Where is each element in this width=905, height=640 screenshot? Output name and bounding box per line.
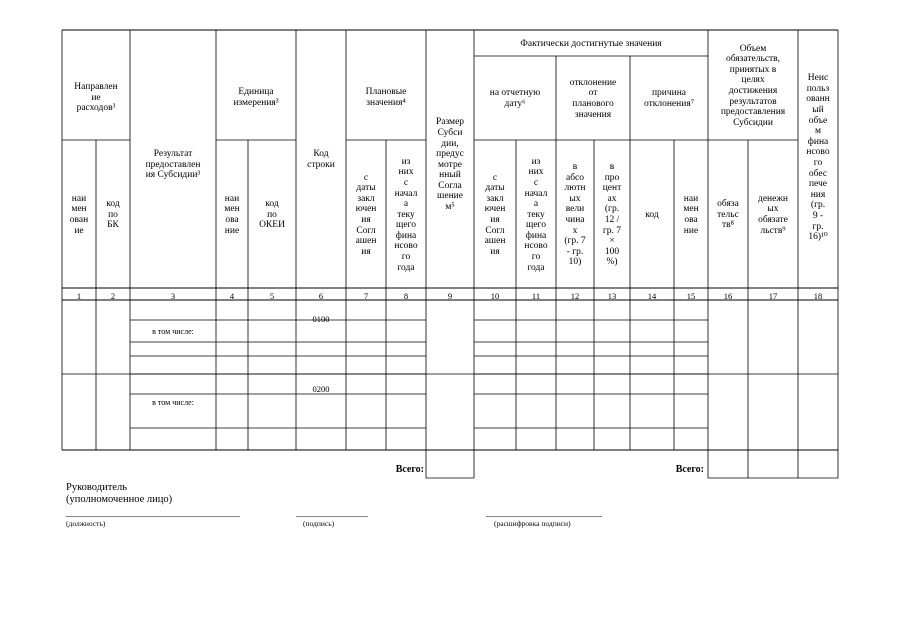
header-unit-name: наи мен ова ние [224,193,240,236]
header-deviation-percent: в про цент ах (гр. 12 / гр. 7 × 100 %) [602,162,622,268]
header-as-of-date: на отчетную дату⁶ [489,88,541,109]
col-number-17: 17 [768,291,778,301]
header-direction-code: код по БК [106,199,120,231]
header-directions: Направлен ие расходов³ [74,82,118,114]
header-direction-name: наи мен ован ие [69,193,89,236]
decoding-caption: (расшифровка подписи) [494,519,571,528]
col-number-16: 16 [723,291,733,301]
header-actual: Фактически достигнутые значения [520,38,662,49]
header-row-code: Код строки [307,149,335,170]
sign-caption: (подпись) [303,519,335,528]
header-obligations-monetary: денежн ых обязате льств⁹ [758,193,788,236]
col-number-18: 18 [813,291,823,301]
header-unused-volume: Неис польз ованн ый объе м фина нсово го обес пече ния (гр. 9 - гр. 16)¹⁰ [806,73,830,243]
header-actual-from-date: с даты закл ючен ия Согл ашен ия [484,172,506,257]
col-number-15: 15 [686,291,696,301]
col-number-3: 3 [170,291,176,301]
header-unit: Единица измерения³ [233,87,279,108]
header-reason-code: код [645,209,659,220]
col-number-5: 5 [269,291,275,301]
header-unit-okei: код по ОКЕИ [259,199,285,231]
including-label-1: в том числе: [152,327,194,336]
header-obligations-liabilities: обяза тельс тв⁸ [717,199,739,231]
row-code-0200: 0200 [312,384,330,394]
decoding-line [486,516,602,517]
header-reason: причина отклонения⁷ [643,88,695,109]
header-deviation: отклонение от планового значения [569,77,617,120]
header-subsidy-size: Размер Субси дии, предус мотре нный Согла шение м⁵ [435,117,465,213]
header-planned: Плановые значения⁴ [365,87,407,108]
col-number-10: 10 [490,291,500,301]
header-reason-name: наи мен ова ние [683,193,699,236]
row-code-0100: 0100 [312,314,330,324]
header-actual-from-start: из них с начал а теку щего фина нсово го года [524,156,548,273]
signature-authorized-label: (уполномоченное лицо) [66,494,173,505]
position-caption: (должность) [66,519,106,528]
header-result: Результат предоставлен ия Субсидии³ [145,149,201,181]
col-number-11: 11 [531,291,541,301]
col-number-7: 7 [363,291,369,301]
signature-head-label: Руководитель [66,482,127,493]
header-planned-from-start: из них с начал а теку щего фина нсово го года [394,156,418,273]
col-number-6: 6 [318,291,324,301]
header-planned-from-date: с даты закл ючен ия Согл ашен ия [355,172,377,257]
total-label-right: Всего: [675,464,704,475]
col-number-8: 8 [403,291,409,301]
col-number-12: 12 [570,291,580,301]
sign-line [296,516,368,517]
header-deviation-absolute: в абсо лютн ых вели чина х (гр. 7 - гр. 10) [564,162,586,268]
col-number-9: 9 [447,291,453,301]
col-number-2: 2 [110,291,116,301]
col-number-14: 14 [647,291,657,301]
header-obligations: Объем обязательств, принятых в целях достижения результатов предоставления Субсидии [720,43,786,128]
col-number-1: 1 [76,291,82,301]
col-number-13: 13 [607,291,617,301]
col-number-4: 4 [229,291,235,301]
position-line [66,516,240,517]
including-label-2: в том числе: [152,398,194,407]
total-label-left: Всего: [395,464,424,475]
